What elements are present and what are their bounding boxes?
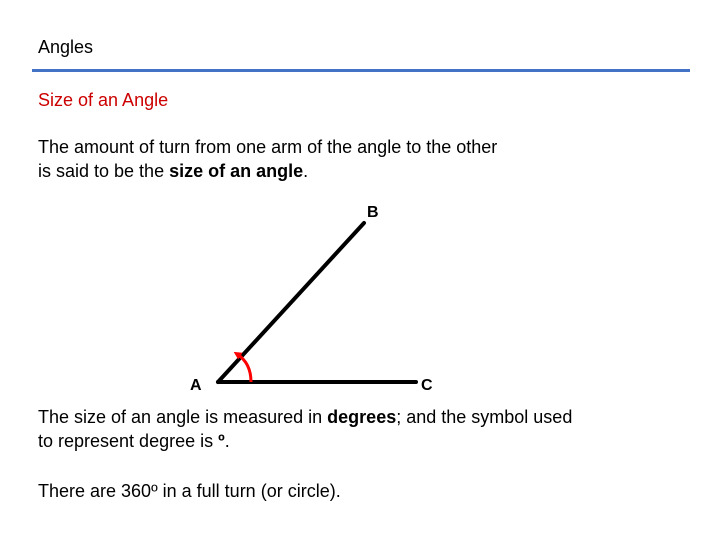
- degrees-line-2: [38, 429, 572, 453]
- label-b: B: [367, 204, 379, 221]
- label-c: C: [421, 377, 433, 394]
- definition-line-1: The amount of turn from one arm of the angle to the other: [38, 137, 498, 157]
- angle-arm-ab: [218, 223, 364, 382]
- degrees-line-2-suffix: .: [224, 431, 230, 451]
- section-heading: Size of an Angle: [38, 90, 169, 110]
- degree-symbol: º: [218, 431, 225, 451]
- degrees-paragraph: [38, 405, 572, 453]
- page-title: Angles: [38, 37, 94, 57]
- definition-line-2-suffix: .: [303, 161, 309, 181]
- definition-term: size of an angle: [169, 161, 304, 181]
- degrees-line-1: [38, 405, 572, 429]
- degrees-line-2-prefix: to represent degree is: [38, 431, 219, 451]
- label-a: A: [190, 377, 202, 394]
- definition-line-2-prefix: is said to be the: [38, 161, 170, 181]
- degrees-line-1-prefix: The size of an angle is measured in: [38, 407, 328, 427]
- degrees-line-1-suffix: ; and the symbol used: [396, 407, 573, 427]
- full-turn-paragraph: There are 360º in a full turn (or circle).: [38, 481, 341, 501]
- degrees-term: degrees: [327, 407, 397, 427]
